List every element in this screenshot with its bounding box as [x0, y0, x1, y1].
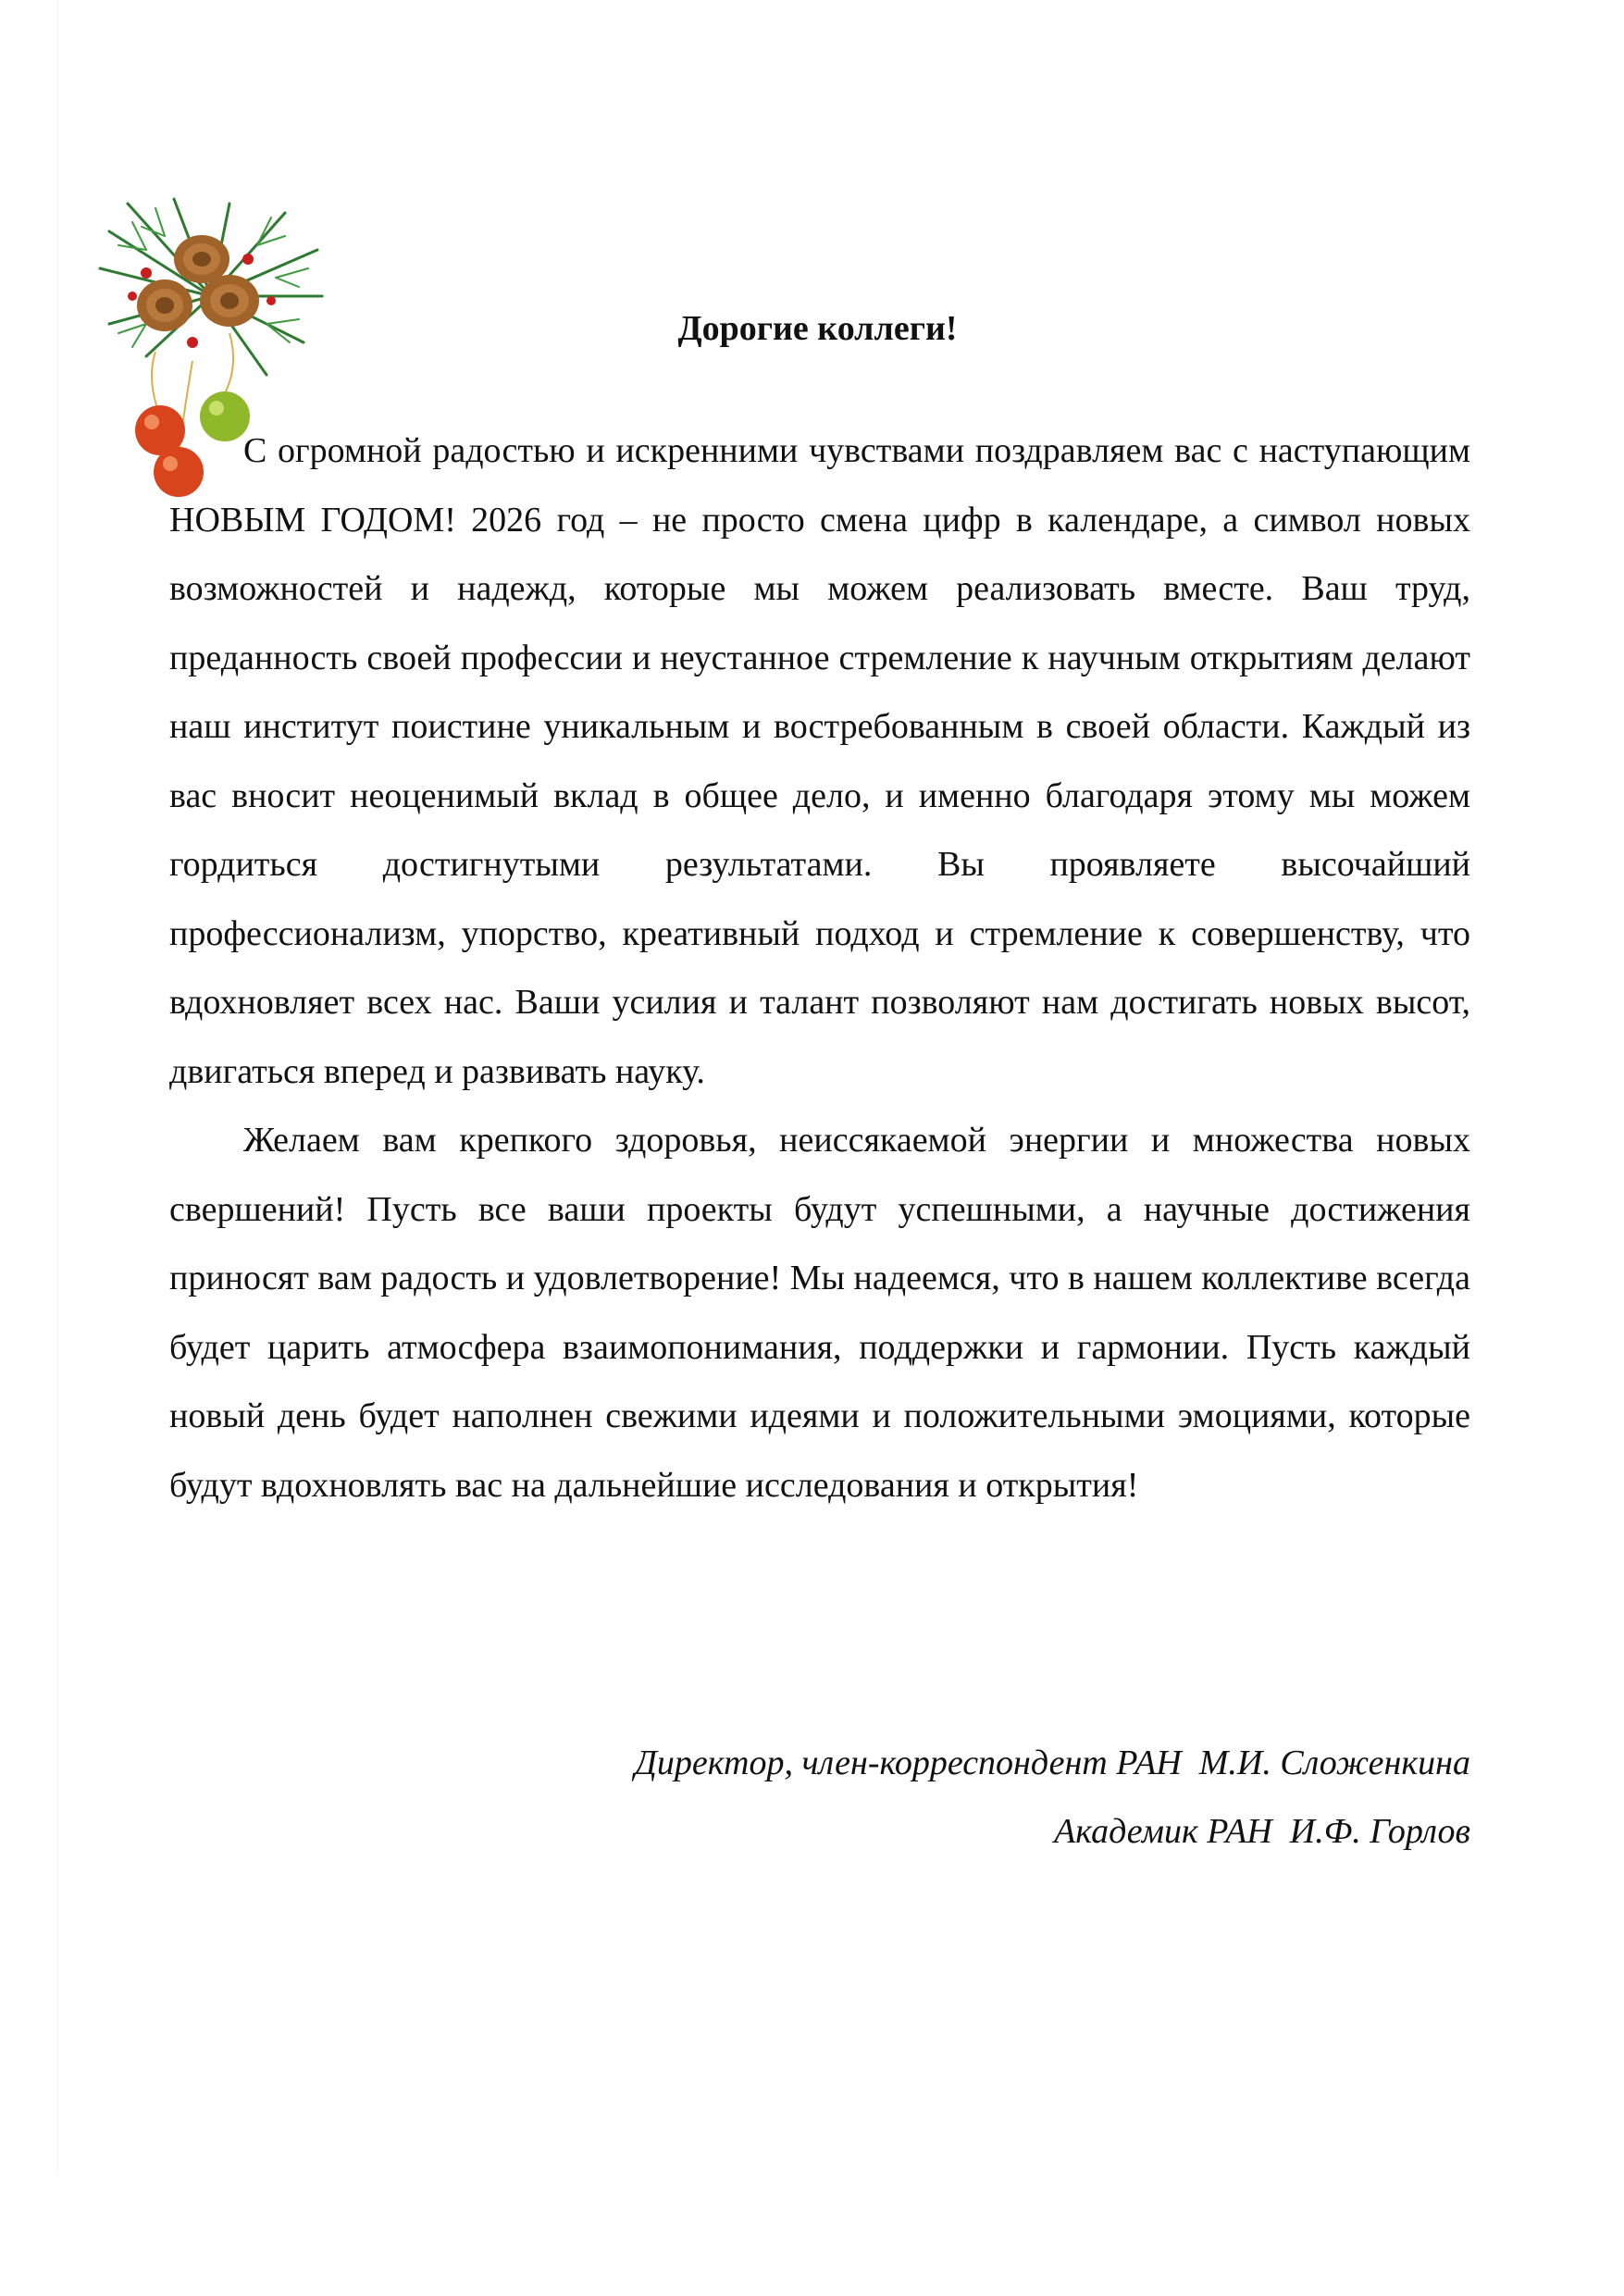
- signature-director: Директор, член-корреспондент РАН М.И. Сложенкина: [634, 1744, 1470, 1782]
- signature-block: [169, 1729, 1470, 1866]
- signature-academician: Академик РАН И.Ф. Горлов: [1054, 1812, 1470, 1851]
- paragraph-greeting: С огромной радостью и искренними чувствами поздравляем вас с наступающим НОВЫМ ГОДОМ! 2026 год – не просто смена цифр в календаре, а символ новых возможностей и надежд, которые мы можем реализовать вместе. Ваш труд, преданность своей профессии и неустанное стремление к научным открытиям делают наш институт поистине уникальным и востребованным в своей области. Каждый из вас вносит неоценимый вклад в общее дело, и именно благодаря этому мы можем гордиться достигнутыми результатами. Вы проявляете высочайший профессионализм, упорство, креативный подход и стремление к совершенству, что вдохновляет всех нас. Ваши усилия и талант позволяют нам достигать новых высот, двигаться вперед и развивать науку.: [169, 431, 1470, 1091]
- paragraph-wishes: Желаем вам крепкого здоровья, неиссякаемой энергии и множества новых свершений! Пусть все ваши проекты будут успешными, а научные достижения приносят вам радость и удовлетворение! Мы надеемся, что в нашем коллективе всегда будет царить атмосфера взаимопонимания, поддержки и гармонии. Пусть каждый новый день будет наполнен свежими идеями и положительными эмоциями, которые будут вдохновлять вас на дальнейшие исследования и открытия!: [169, 1121, 1470, 1505]
- letter-body: [169, 416, 1470, 1520]
- letter-heading: Дорогие коллеги!: [677, 309, 958, 348]
